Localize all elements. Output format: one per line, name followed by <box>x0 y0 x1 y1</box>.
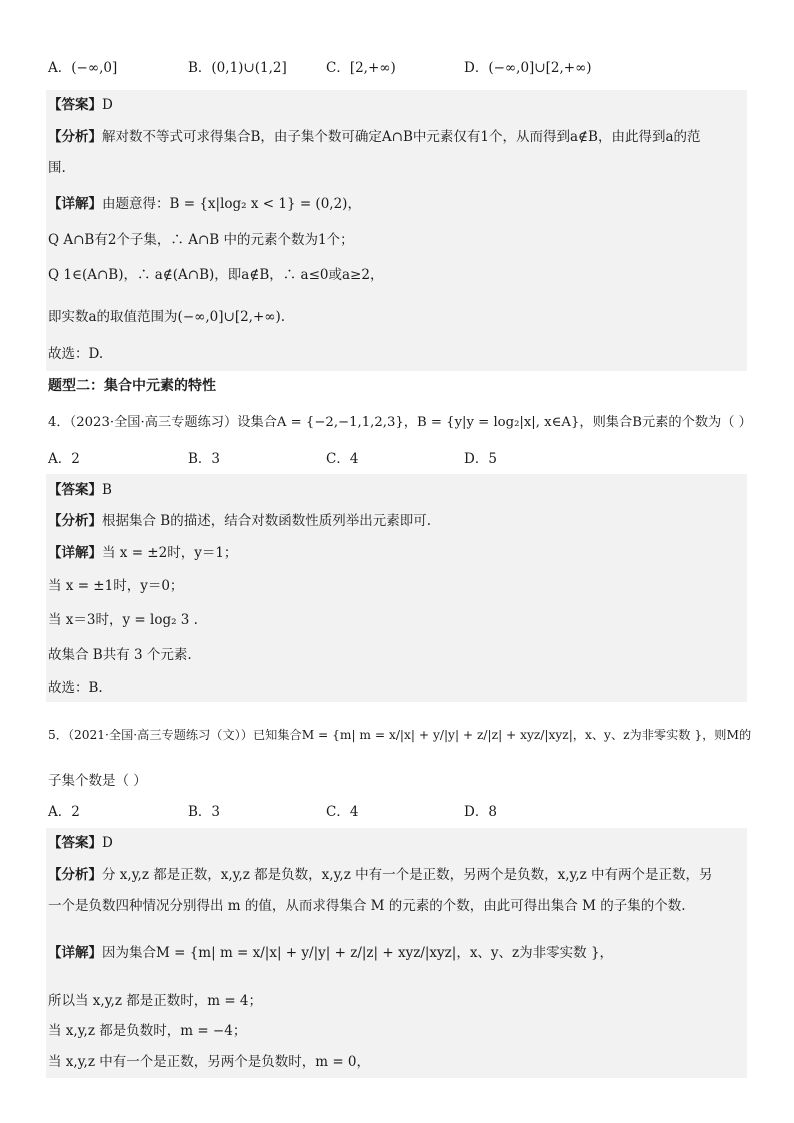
option-c: C．4 <box>326 451 359 467</box>
detail-step: 所以当 x,y,z 都是正数时，m = 4； <box>48 993 263 1009</box>
answer-line <box>48 95 113 115</box>
option-b: B．(0,1)∪(1,2] <box>188 60 287 76</box>
answer-tag: 【答案】 <box>48 482 102 498</box>
detail-step: Q 1∈(A∩B)，∴ a∉(A∩B)，即a∉B，∴ a≤0或a≥2， <box>48 267 384 283</box>
analysis-text: 根据集合 B的描述，结合对数函数性质列举出元素即可. <box>102 513 432 529</box>
detail-step: 当 x,y,z 中有一个是正数，另两个是负数时，m = 0， <box>48 1054 371 1070</box>
option-d: D．8 <box>464 804 497 820</box>
detail-step: 当 x = ±1时，y＝0； <box>48 578 184 594</box>
option-a: A．2 <box>48 804 80 820</box>
analysis-text: 分 x,y,z 都是正数，x,y,z 都是负数，x,y,z 中有一个是正数，另两个是负数，x,y,z 中有两个是正数，另 <box>102 867 713 883</box>
detail-tag: 【详解】 <box>48 945 102 961</box>
analysis-continued: 一个是负数四种情况分别得出 m 的值，从而求得集合 M 的元素的个数，由此可得出集合 M 的子集的个数. <box>48 898 686 914</box>
option-a: A．2 <box>48 451 80 467</box>
detail-step: 故集合 B共有 3 个元素. <box>48 647 192 663</box>
detail-step: 当 x＝3时，y = log₂ 3 . <box>48 612 198 628</box>
detail-text: 当 x = ±2时，y＝1； <box>102 545 238 561</box>
detail-text: 因为集合M = {m| m = x/|x| + y/|y| + z/|z| + xyz/|xyz|，x、y、z为非零实数 }， <box>102 945 614 961</box>
question-stem-continued: 子集个数是（ ） <box>48 773 147 789</box>
analysis-tag: 【分析】 <box>48 513 102 529</box>
answer-value: D <box>102 835 113 851</box>
analysis-line <box>48 511 431 531</box>
analysis-text: 解对数不等式可求得集合B，由子集个数可确定A∩B中元素仅有1个，从而得到a∉B，由此得到a的范 <box>102 129 701 145</box>
answer-line <box>48 480 112 500</box>
option-a: A．(−∞,0] <box>48 60 118 76</box>
answer-value: B <box>102 482 112 498</box>
option-d: D．(−∞,0]∪[2,+∞) <box>464 60 592 76</box>
option-c: C．[2,+∞) <box>326 60 396 76</box>
choice-line: 故选：B. <box>48 680 103 696</box>
detail-step: Q A∩B有2个子集，∴ A∩B 中的元素个数为1个； <box>48 232 354 248</box>
choice-line: 故选：D. <box>48 346 104 362</box>
detail-step: 即实数a的取值范围为(−∞,0]∪[2,+∞). <box>48 309 286 325</box>
analysis-continued: 围. <box>48 160 66 176</box>
detail-tag: 【详解】 <box>48 196 102 212</box>
option-d: D．5 <box>464 451 497 467</box>
answer-tag: 【答案】 <box>48 97 102 113</box>
detail-line <box>48 194 361 214</box>
analysis-tag: 【分析】 <box>48 129 102 145</box>
option-b: B．3 <box>188 451 221 467</box>
answer-line <box>48 833 113 853</box>
option-c: C．4 <box>326 804 359 820</box>
detail-line <box>48 943 613 963</box>
detail-step: 当 x,y,z 都是负数时，m = −4； <box>48 1023 247 1039</box>
answer-tag: 【答案】 <box>48 835 102 851</box>
detail-tag: 【详解】 <box>48 545 102 561</box>
detail-line <box>48 543 237 563</box>
answer-value: D <box>102 97 113 113</box>
detail-text: 由题意得：B = {x|log₂ x < 1} = (0,2)， <box>102 196 361 212</box>
question-stem: 4．（2023·全国·高三专题练习）设集合A = {−2,−1,1,2,3}，B = {y|y = log₂|x|, x∈A}，则集合B元素的个数为（ ） <box>48 415 752 430</box>
analysis-tag: 【分析】 <box>48 867 102 883</box>
analysis-line <box>48 865 713 885</box>
section-heading: 题型二：集合中元素的特性 <box>48 378 216 394</box>
analysis-line <box>48 127 701 147</box>
option-b: B．3 <box>188 804 221 820</box>
question-stem: 5．（2021·全国·高三专题练习（文））已知集合M = {m| m = x/|x| + y/|y| + z/|z| + xyz/|xyz|，x、y、z为非零实数 }，则M的 <box>48 728 752 742</box>
